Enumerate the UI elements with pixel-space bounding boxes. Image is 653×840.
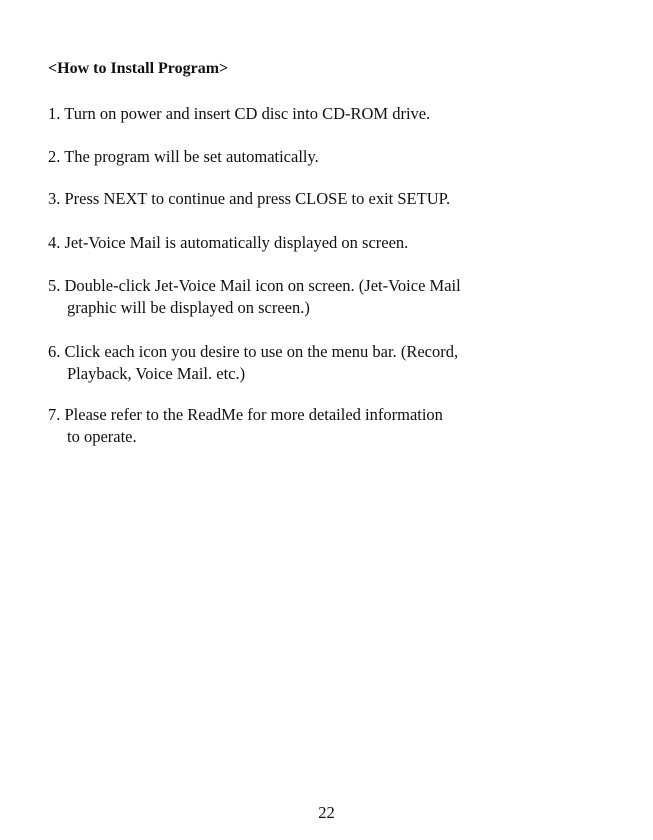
step-line: 6. Click each icon you desire to use on the menu bar. (Record, xyxy=(48,342,459,361)
section-heading: <How to Install Program> xyxy=(48,60,229,77)
step-line: 3. Press NEXT to continue and press CLOSE to exit SETUP. xyxy=(48,189,451,208)
step-item xyxy=(48,146,608,168)
step-line: 2. The program will be set automatically. xyxy=(48,147,319,166)
step-item xyxy=(48,232,608,254)
step-line-continuation: to operate. xyxy=(67,427,137,446)
step-line-continuation: Playback, Voice Mail. etc.) xyxy=(67,364,246,383)
step-item xyxy=(48,404,608,448)
step-item xyxy=(48,188,608,210)
page-number: 22 xyxy=(318,803,335,822)
step-item xyxy=(48,275,608,319)
step-line: 1. Turn on power and insert CD disc into CD-ROM drive. xyxy=(48,104,431,123)
step-item xyxy=(48,341,608,385)
step-line: 4. Jet-Voice Mail is automatically displayed on screen. xyxy=(48,233,409,252)
step-line: 7. Please refer to the ReadMe for more detailed information xyxy=(48,405,443,424)
step-line: 5. Double-click Jet-Voice Mail icon on screen. (Jet-Voice Mail xyxy=(48,276,461,295)
step-item xyxy=(48,103,608,125)
step-line-continuation: graphic will be displayed on screen.) xyxy=(67,298,310,317)
